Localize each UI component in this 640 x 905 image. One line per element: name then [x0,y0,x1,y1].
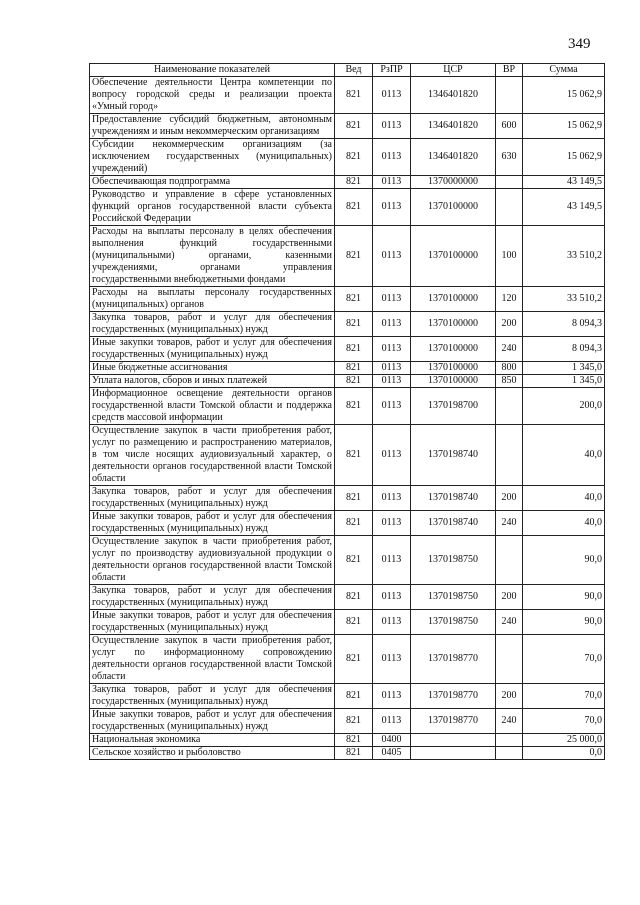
cell-name: Руководство и управление в сфере установленных функций органов государственной власти субъекта Российской Федерации [90,189,335,226]
table-row [90,425,605,486]
cell-vr: 240 [496,610,523,635]
cell-vr [496,425,523,486]
cell-name: Информационное освещение деятельности органов государственной власти Томской области и поддержка средств массовой информации [90,388,335,425]
cell-rzpr: 0113 [373,536,411,585]
cell-csr: 1370100000 [411,362,496,375]
cell-sum: 25 000,0 [523,734,605,747]
cell-ved: 821 [335,388,373,425]
cell-ved: 821 [335,375,373,388]
cell-ved: 821 [335,486,373,511]
cell-ved: 821 [335,139,373,176]
cell-csr [411,734,496,747]
table-row [90,312,605,337]
cell-ved: 821 [335,511,373,536]
page-number: 349 [568,36,591,52]
cell-vr: 240 [496,337,523,362]
cell-vr: 120 [496,287,523,312]
cell-csr: 1370198700 [411,388,496,425]
cell-sum: 15 062,9 [523,139,605,176]
cell-rzpr: 0113 [373,77,411,114]
cell-vr: 200 [496,684,523,709]
cell-ved: 821 [335,734,373,747]
table-row [90,362,605,375]
table-row [90,734,605,747]
cell-csr: 1370100000 [411,312,496,337]
cell-ved: 821 [335,337,373,362]
cell-vr [496,635,523,684]
table-row [90,189,605,226]
cell-rzpr: 0113 [373,375,411,388]
cell-name: Иные бюджетные ассигнования [90,362,335,375]
cell-vr [496,734,523,747]
header-ved: Вед [335,64,373,77]
cell-name: Осуществление закупок в части приобретения работ, услуг по производству аудиовизуальной продукции о деятельности органов государственной власти Томской области [90,536,335,585]
cell-name: Иные закупки товаров, работ и услуг для обеспечения государственных (муниципальных) нужд [90,511,335,536]
cell-rzpr: 0113 [373,287,411,312]
cell-csr: 1346401820 [411,114,496,139]
cell-ved: 821 [335,287,373,312]
cell-sum: 90,0 [523,610,605,635]
cell-vr: 600 [496,114,523,139]
cell-rzpr: 0113 [373,610,411,635]
cell-vr [496,536,523,585]
cell-csr: 1370000000 [411,176,496,189]
table-row [90,610,605,635]
cell-csr: 1370100000 [411,226,496,287]
table-row [90,747,605,760]
cell-ved: 821 [335,635,373,684]
cell-rzpr: 0113 [373,388,411,425]
cell-ved: 821 [335,425,373,486]
header-name: Наименование показателей [90,64,335,77]
cell-sum: 1 345,0 [523,362,605,375]
cell-ved: 821 [335,585,373,610]
cell-ved: 821 [335,114,373,139]
cell-vr: 630 [496,139,523,176]
cell-name: Расходы на выплаты персоналу в целях обеспечения выполнения функций государственными (муниципальными) органами, казенными учреждениями, органами управления государственными внебюджетными фондами [90,226,335,287]
cell-ved: 821 [335,709,373,734]
cell-rzpr: 0113 [373,312,411,337]
cell-csr: 1346401820 [411,139,496,176]
cell-csr: 1370198770 [411,684,496,709]
cell-rzpr: 0113 [373,511,411,536]
cell-vr: 240 [496,511,523,536]
cell-vr [496,77,523,114]
cell-sum: 70,0 [523,684,605,709]
cell-rzpr: 0400 [373,734,411,747]
cell-name: Закупка товаров, работ и услуг для обеспечения государственных (муниципальных) нужд [90,312,335,337]
cell-sum: 43 149,5 [523,189,605,226]
cell-sum: 200,0 [523,388,605,425]
table-body [90,77,605,760]
cell-sum: 15 062,9 [523,114,605,139]
cell-ved: 821 [335,536,373,585]
cell-ved: 821 [335,747,373,760]
cell-name: Иные закупки товаров, работ и услуг для обеспечения государственных (муниципальных) нужд [90,709,335,734]
table-row [90,114,605,139]
cell-csr: 1346401820 [411,77,496,114]
cell-name: Сельское хозяйство и рыболовство [90,747,335,760]
cell-vr: 200 [496,312,523,337]
cell-name: Предоставление субсидий бюджетным, автономным учреждениям и иным некоммерческим организациям [90,114,335,139]
cell-name: Закупка товаров, работ и услуг для обеспечения государственных (муниципальных) нужд [90,486,335,511]
cell-rzpr: 0113 [373,189,411,226]
table-row [90,709,605,734]
table-row [90,684,605,709]
cell-rzpr: 0405 [373,747,411,760]
cell-vr: 240 [496,709,523,734]
cell-ved: 821 [335,610,373,635]
cell-csr: 1370198740 [411,425,496,486]
cell-name: Обеспечение деятельности Центра компетенции по вопросу городской среды и реализации проекта «Умный город» [90,77,335,114]
cell-name: Уплата налогов, сборов и иных платежей [90,375,335,388]
cell-ved: 821 [335,226,373,287]
cell-ved: 821 [335,189,373,226]
cell-vr: 800 [496,362,523,375]
table-row [90,287,605,312]
cell-csr: 1370198750 [411,585,496,610]
table-row [90,486,605,511]
table-row [90,375,605,388]
cell-csr: 1370100000 [411,189,496,226]
cell-sum: 0,0 [523,747,605,760]
cell-sum: 40,0 [523,425,605,486]
cell-vr [496,388,523,425]
cell-sum: 90,0 [523,536,605,585]
header-vr: ВР [496,64,523,77]
cell-name: Закупка товаров, работ и услуг для обеспечения государственных (муниципальных) нужд [90,684,335,709]
cell-ved: 821 [335,176,373,189]
cell-name: Обеспечивающая подпрограмма [90,176,335,189]
cell-rzpr: 0113 [373,114,411,139]
cell-csr: 1370100000 [411,287,496,312]
cell-name: Иные закупки товаров, работ и услуг для обеспечения государственных (муниципальных) нужд [90,337,335,362]
cell-sum: 1 345,0 [523,375,605,388]
cell-vr [496,747,523,760]
table-row [90,536,605,585]
cell-sum: 8 094,3 [523,337,605,362]
cell-sum: 70,0 [523,709,605,734]
table-header-row [90,64,605,77]
cell-name: Осуществление закупок в части приобретения работ, услуг по размещению и распространению материалов, в том числе носящих аудиовизуальный характер, о деятельности органов государственной власти Томской области [90,425,335,486]
table-row [90,337,605,362]
table-row [90,176,605,189]
cell-name: Осуществление закупок в части приобретения работ, услуг по информационному сопровождению деятельности органов государственной власти Томской области [90,635,335,684]
cell-vr: 100 [496,226,523,287]
cell-rzpr: 0113 [373,684,411,709]
cell-rzpr: 0113 [373,635,411,684]
cell-csr: 1370198770 [411,635,496,684]
header-csr: ЦСР [411,64,496,77]
cell-sum: 43 149,5 [523,176,605,189]
cell-rzpr: 0113 [373,139,411,176]
cell-sum: 40,0 [523,486,605,511]
cell-rzpr: 0113 [373,486,411,511]
cell-rzpr: 0113 [373,709,411,734]
table-row [90,635,605,684]
cell-ved: 821 [335,684,373,709]
cell-ved: 821 [335,312,373,337]
budget-table [89,63,605,760]
table-row [90,77,605,114]
cell-vr: 200 [496,486,523,511]
cell-csr [411,747,496,760]
cell-sum: 90,0 [523,585,605,610]
cell-vr: 200 [496,585,523,610]
cell-sum: 8 094,3 [523,312,605,337]
header-rzpr: РзПР [373,64,411,77]
table-row [90,511,605,536]
table-row [90,585,605,610]
cell-sum: 33 510,2 [523,287,605,312]
table-row [90,226,605,287]
cell-name: Иные закупки товаров, работ и услуг для обеспечения государственных (муниципальных) нужд [90,610,335,635]
cell-ved: 821 [335,362,373,375]
cell-rzpr: 0113 [373,226,411,287]
cell-name: Расходы на выплаты персоналу государственных (муниципальных) органов [90,287,335,312]
cell-ved: 821 [335,77,373,114]
cell-name: Национальная экономика [90,734,335,747]
cell-name: Закупка товаров, работ и услуг для обеспечения государственных (муниципальных) нужд [90,585,335,610]
cell-csr: 1370198750 [411,536,496,585]
cell-vr [496,176,523,189]
cell-sum: 15 062,9 [523,77,605,114]
cell-rzpr: 0113 [373,337,411,362]
cell-sum: 33 510,2 [523,226,605,287]
header-sum: Сумма [523,64,605,77]
cell-csr: 1370100000 [411,337,496,362]
cell-name: Субсидии некоммерческим организациям (за исключением государственных (муниципальных) учреждений) [90,139,335,176]
cell-vr: 850 [496,375,523,388]
cell-rzpr: 0113 [373,362,411,375]
table-row [90,139,605,176]
cell-csr: 1370198770 [411,709,496,734]
cell-sum: 40,0 [523,511,605,536]
cell-csr: 1370198740 [411,511,496,536]
cell-vr [496,189,523,226]
cell-rzpr: 0113 [373,176,411,189]
cell-csr: 1370198740 [411,486,496,511]
table-row [90,388,605,425]
cell-rzpr: 0113 [373,585,411,610]
cell-csr: 1370198750 [411,610,496,635]
cell-rzpr: 0113 [373,425,411,486]
cell-sum: 70,0 [523,635,605,684]
cell-csr: 1370100000 [411,375,496,388]
